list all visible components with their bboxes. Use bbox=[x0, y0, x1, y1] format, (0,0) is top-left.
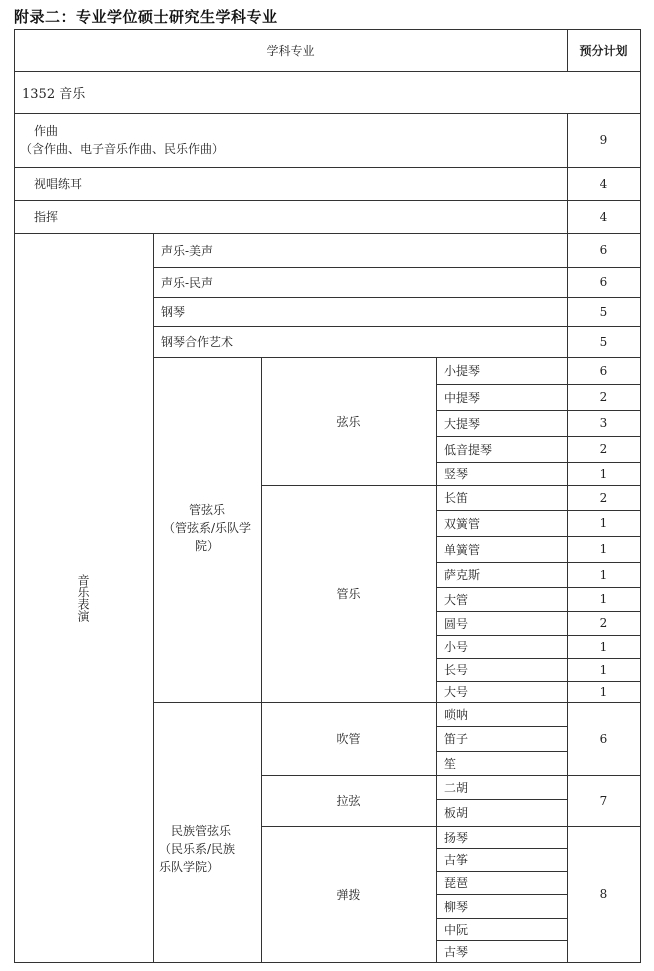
instrument: 长笛 bbox=[444, 491, 469, 505]
instrument: 竖琴 bbox=[444, 467, 469, 481]
instrument: 笙 bbox=[444, 756, 457, 771]
row-plan: 8 bbox=[599, 887, 608, 901]
instrument: 中提琴 bbox=[444, 390, 481, 405]
row-plan: 6 bbox=[599, 363, 608, 378]
blow-label: 吹管 bbox=[336, 732, 361, 746]
row-plan: 1 bbox=[599, 516, 608, 530]
group-name: 管弦乐 bbox=[188, 503, 225, 517]
pluck-label: 弹拨 bbox=[336, 887, 361, 902]
row-plan: 5 bbox=[599, 304, 608, 319]
instrument: 大管 bbox=[444, 592, 469, 607]
instrument: 扬琴 bbox=[444, 830, 469, 845]
row-name: 作曲 bbox=[34, 124, 59, 138]
instrument: 柳琴 bbox=[444, 899, 469, 914]
chinese-orchestra-label bbox=[153, 702, 261, 962]
row-conducting: 指挥 bbox=[34, 210, 59, 224]
instrument: 二胡 bbox=[444, 780, 469, 795]
performance-label: 音乐表演 bbox=[76, 573, 90, 622]
instrument: 大提琴 bbox=[444, 416, 481, 431]
row-plan: 4 bbox=[599, 209, 608, 224]
row-plan: 7 bbox=[599, 793, 608, 808]
row-plan: 3 bbox=[599, 416, 608, 430]
bow-label: 拉弦 bbox=[336, 794, 361, 808]
instrument: 笛子 bbox=[444, 732, 469, 746]
row-plan: 1 bbox=[599, 567, 608, 582]
orchestra-label bbox=[153, 357, 261, 702]
instrument: 中阮 bbox=[444, 922, 469, 937]
row-plan: 1 bbox=[599, 639, 608, 654]
instrument: 单簧管 bbox=[444, 542, 481, 557]
row-note: （含作曲、电子音乐作曲、民乐作曲） bbox=[20, 142, 225, 156]
row-plan: 6 bbox=[599, 731, 608, 746]
instrument: 低音提琴 bbox=[444, 442, 493, 457]
row-plan: 1 bbox=[599, 466, 608, 481]
strings-label: 弦乐 bbox=[336, 414, 361, 429]
instrument: 双簧管 bbox=[444, 516, 481, 531]
row-collab-piano: 钢琴合作艺术 bbox=[161, 335, 234, 349]
row-plan: 2 bbox=[599, 616, 608, 630]
row-composition bbox=[14, 113, 567, 167]
instrument: 古琴 bbox=[444, 944, 469, 959]
row-plan: 9 bbox=[599, 133, 608, 147]
row-plan: 1 bbox=[599, 662, 608, 677]
instrument: 长号 bbox=[444, 663, 469, 677]
row-plan: 4 bbox=[599, 176, 608, 191]
header-subject: 学科专业 bbox=[266, 43, 315, 58]
group-note: （管弦系/乐队学院） bbox=[162, 521, 252, 553]
row-plan: 6 bbox=[599, 275, 608, 289]
instrument: 唢呐 bbox=[444, 707, 469, 722]
group-note: 乐队学院） bbox=[159, 860, 220, 874]
row-plan: 2 bbox=[599, 490, 608, 505]
page-title: 附录二：专业学位硕士研究生学科专业 bbox=[14, 8, 278, 26]
row-plan: 1 bbox=[599, 592, 608, 606]
winds-label: 管乐 bbox=[336, 587, 361, 601]
group-name: 民族管弦乐 bbox=[171, 824, 232, 838]
instrument: 琵琶 bbox=[444, 876, 469, 890]
instrument: 古筝 bbox=[444, 853, 469, 867]
row-folk-voice: 声乐-民声 bbox=[161, 275, 214, 290]
row-plan: 2 bbox=[599, 442, 608, 456]
row-plan: 6 bbox=[599, 243, 608, 257]
row-solfeggio: 视唱练耳 bbox=[34, 177, 83, 191]
instrument: 萨克斯 bbox=[444, 568, 481, 582]
instrument: 小提琴 bbox=[444, 364, 481, 378]
instrument: 小号 bbox=[444, 640, 469, 654]
header-plan: 预分计划 bbox=[579, 43, 628, 58]
row-piano: 钢琴 bbox=[161, 305, 186, 319]
instrument: 大号 bbox=[444, 685, 469, 699]
instrument: 板胡 bbox=[444, 806, 469, 820]
row-plan: 5 bbox=[599, 334, 608, 349]
row-plan: 1 bbox=[599, 542, 608, 556]
row-plan: 1 bbox=[599, 684, 608, 699]
row-plan: 2 bbox=[599, 390, 608, 404]
group-note: （民乐系/民族 bbox=[159, 842, 236, 856]
row-bel-canto: 声乐-美声 bbox=[161, 243, 214, 258]
category-row: 1352 音乐 bbox=[22, 86, 86, 102]
instrument: 圆号 bbox=[444, 616, 469, 631]
